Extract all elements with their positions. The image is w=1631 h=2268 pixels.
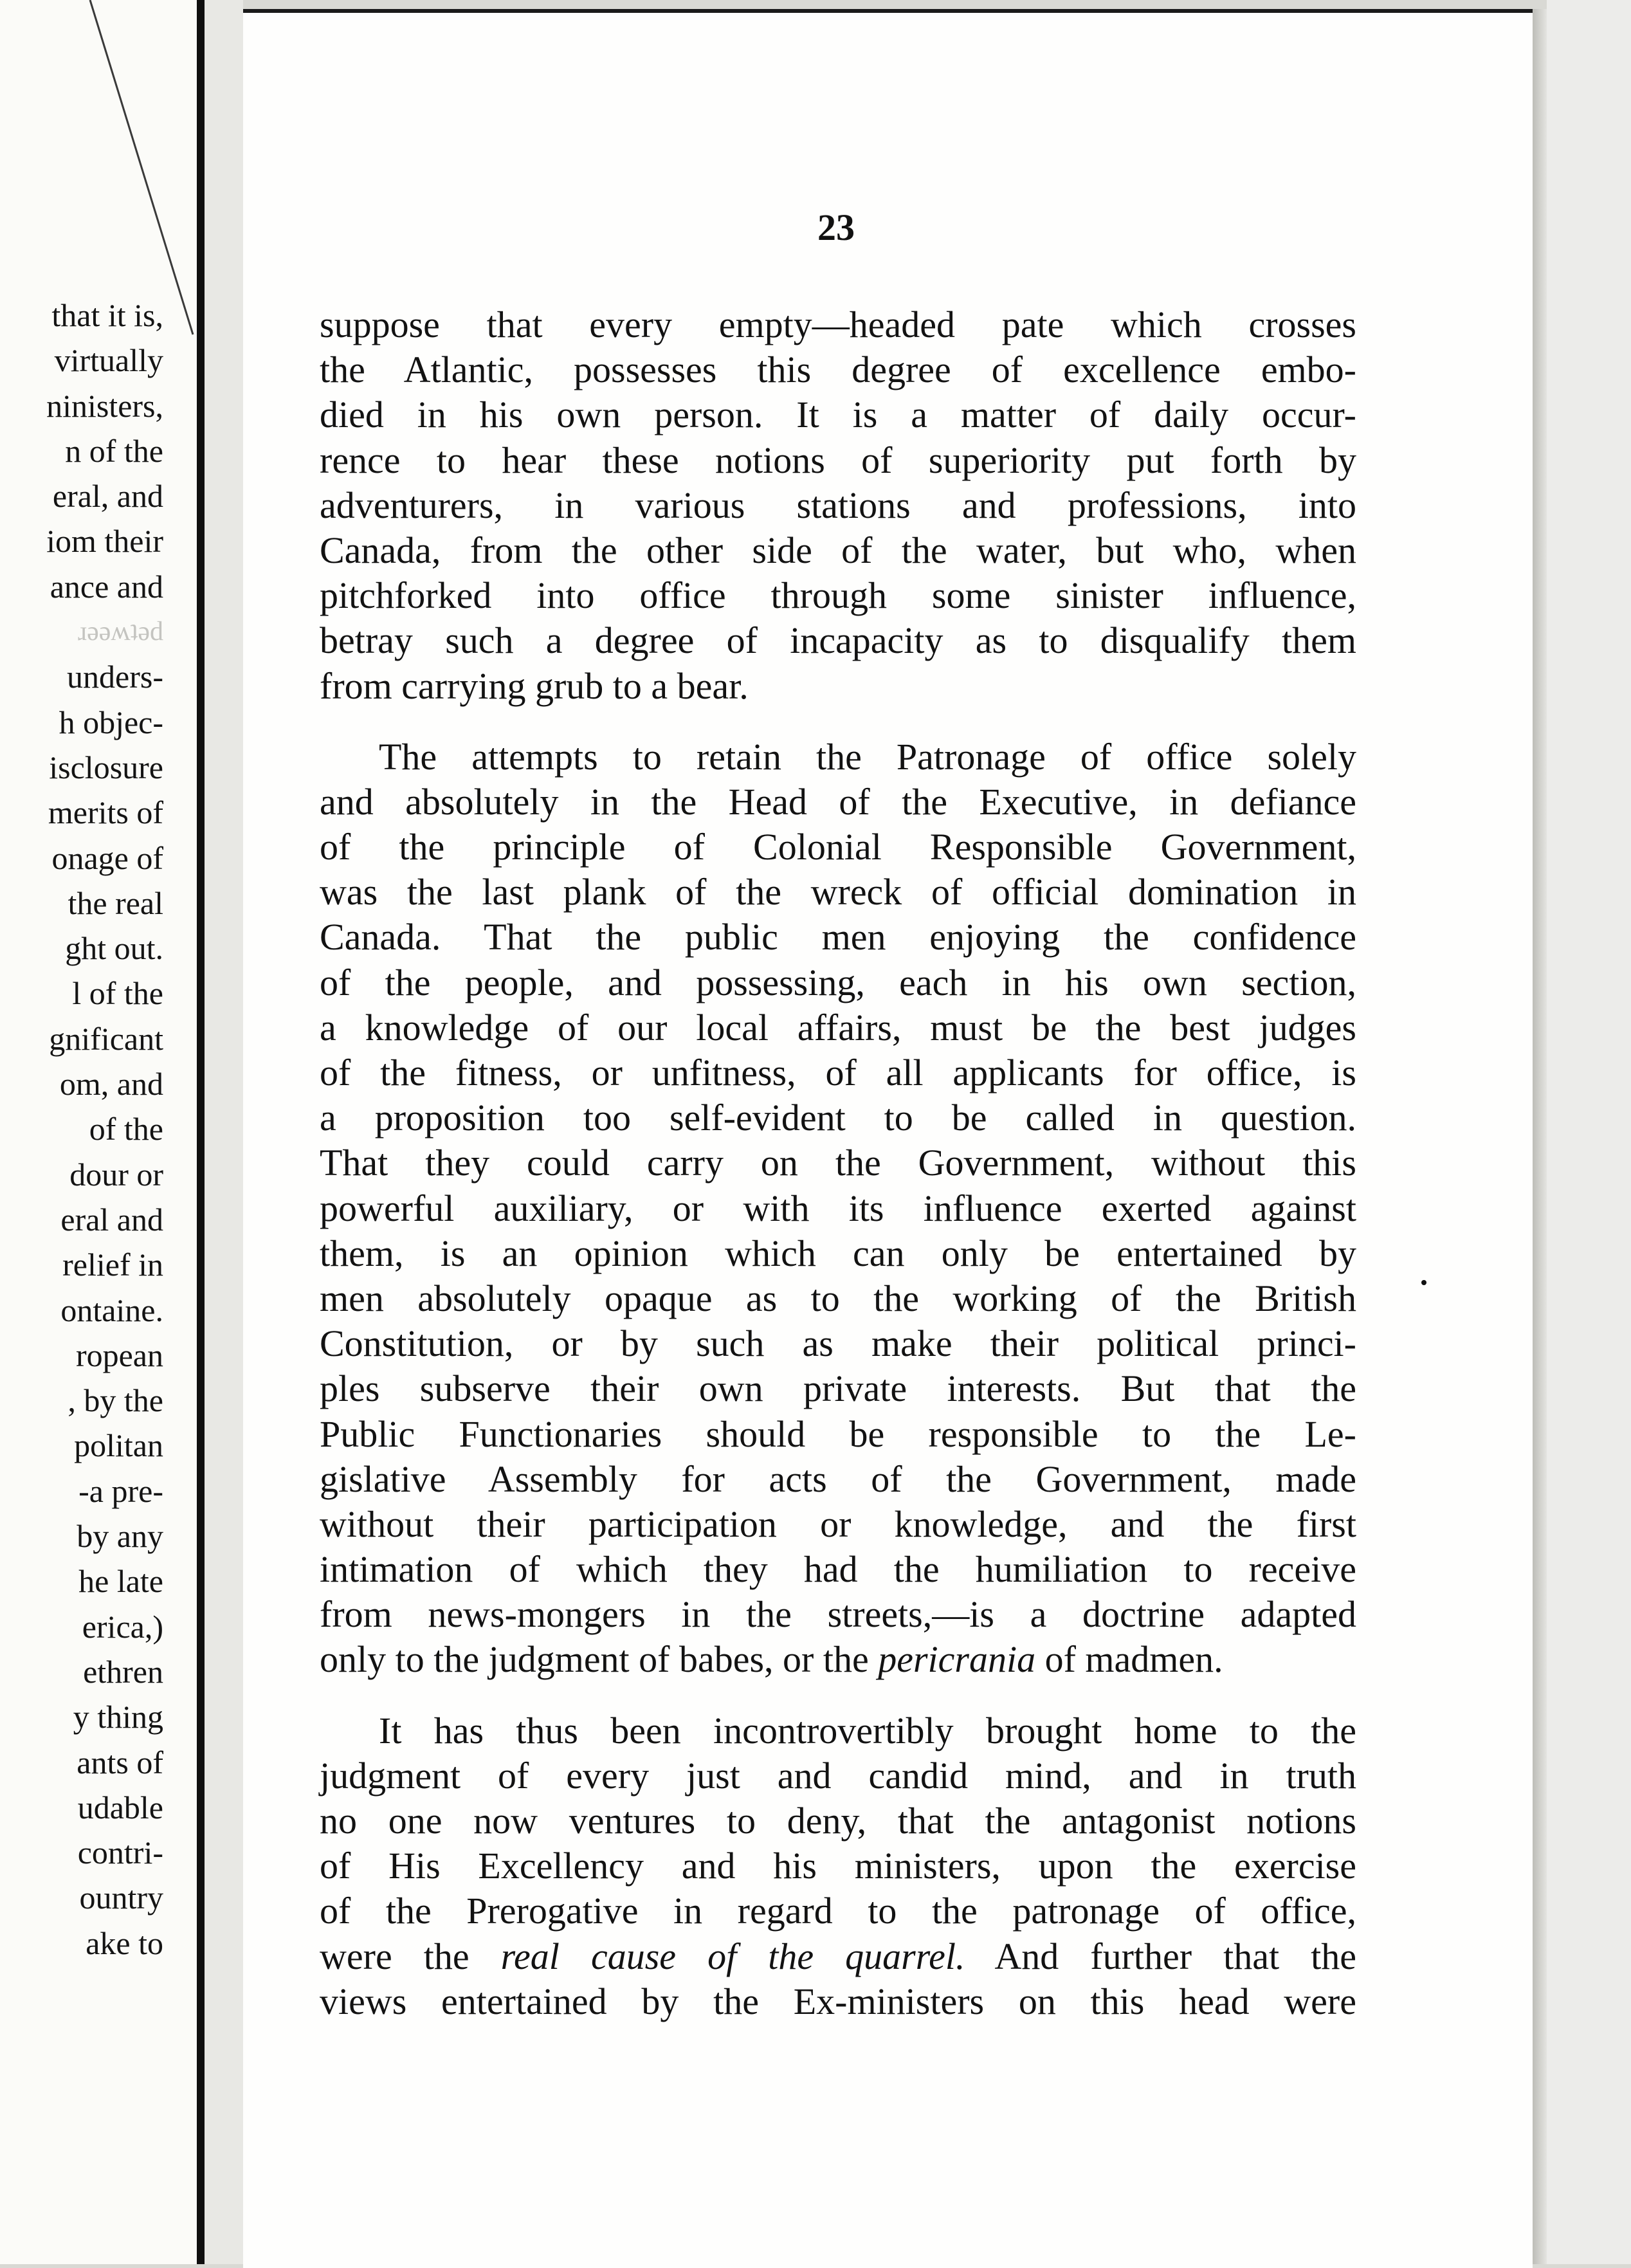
left-page-line: iom their — [46, 523, 163, 560]
left-page-line: onage of — [51, 839, 163, 876]
text-line: ples subserve their own private interests. But that the — [320, 1367, 1356, 1410]
left-page-line: politan — [74, 1427, 163, 1464]
left-page-line: the real — [68, 884, 163, 921]
text-line: Canada, from the other side of the water, but who, when — [320, 529, 1356, 571]
text-line: of the Prerogative in regard to the patronage of office, — [320, 1890, 1356, 1932]
paragraph-3 — [320, 1708, 1356, 2024]
left-page-line: h objec- — [59, 704, 163, 740]
left-page-text — [46, 293, 163, 1966]
text-line: of His Excellency and his ministers, upon the exercise — [320, 1845, 1356, 1887]
left-page-line: erica,) — [82, 1608, 163, 1645]
left-page-line: merits of — [48, 794, 163, 831]
left-page-line: unders- — [67, 659, 163, 695]
left-page-line: eral and — [60, 1201, 163, 1238]
text-line: men absolutely opaque as to the working of the British — [320, 1277, 1356, 1319]
left-page-line: ght out. — [65, 930, 163, 967]
left-page-line: contri- — [77, 1834, 163, 1871]
text-line: Constitution, or by such as make their political princi- — [320, 1322, 1356, 1365]
text-line: That they could carry on the Government, without this — [320, 1142, 1356, 1184]
text-line: adventurers, in various stations and professions, into — [320, 484, 1356, 526]
left-page-fragment — [0, 0, 197, 2264]
left-page-line: ake to — [86, 1925, 163, 1961]
page-number: 23 — [817, 206, 855, 248]
left-page-line: , by the — [68, 1382, 163, 1419]
text-line: died in his own person. It is a matter of daily occur- — [320, 394, 1356, 436]
left-page-line: ance and — [50, 568, 163, 605]
text-line: was the last plank of the wreck of official domination in — [320, 871, 1356, 913]
text-line: without their participation or knowledge, and the first — [320, 1503, 1356, 1545]
left-page-line: ontaine. — [60, 1292, 163, 1328]
text-line: rence to hear these notions of superiority put forth by — [320, 439, 1356, 481]
paragraph-2 — [320, 735, 1356, 1683]
text-run: of madmen. — [1035, 1638, 1223, 1681]
left-page-line: gnificant — [49, 1020, 163, 1057]
left-page-line: n of the — [65, 432, 163, 469]
left-page-line: dour or — [69, 1156, 163, 1193]
text-run: only to the judgment of babes, or the — [320, 1638, 879, 1681]
left-page-line: l of the — [72, 975, 163, 1012]
text-line: of the principle of Colonial Responsible Government, — [320, 826, 1356, 868]
page-edge-shadow — [1533, 9, 1547, 2264]
left-page-line: he late — [78, 1563, 163, 1600]
left-page-line: ninisters, — [46, 387, 163, 424]
left-page-line: ountry — [79, 1879, 163, 1916]
text-line — [320, 1934, 1356, 1979]
text-line: of the fitness, or unfitness, of all applicants for office, is — [320, 1052, 1356, 1093]
text-line: The attempts to retain the Patronage of office solely — [379, 735, 1356, 778]
left-page-line: ropean — [75, 1337, 163, 1373]
left-page-line: ants of — [77, 1744, 163, 1780]
binding-edge — [197, 0, 205, 2264]
left-page-line: relief in — [62, 1247, 163, 1283]
text-run: And further that the — [965, 1935, 1356, 1977]
text-line: and absolutely in the Head of the Executive, in defiance — [320, 780, 1356, 823]
text-line: gislative Assembly for acts of the Government, made — [320, 1458, 1356, 1500]
text-line: judgment of every just and candid mind, and in truth — [320, 1754, 1356, 1797]
text-line: Canada. That the public men enjoying the confidence — [320, 916, 1356, 958]
left-page-line: eral, and — [52, 478, 163, 515]
left-page-line: isclosure — [49, 749, 163, 785]
gutter — [205, 0, 243, 2264]
text-line — [320, 1637, 1356, 1682]
text-line: them, is an opinion which can only be entertained by — [320, 1232, 1356, 1274]
text-line: the Atlantic, possesses this degree of excellence embo- — [320, 349, 1356, 391]
left-page-line: y thing — [73, 1699, 163, 1735]
text-line: betray such a degree of incapacity as to disqualify them — [320, 619, 1356, 662]
text-line: a proposition too self-evident to be called in question. — [320, 1097, 1356, 1139]
left-page-line: udable — [77, 1789, 163, 1825]
page-body-text — [320, 302, 1356, 2024]
text-run: were the — [320, 1935, 501, 1977]
text-line: from news-mongers in the streets,—is a doctrine adapted — [320, 1593, 1356, 1636]
italic-text: pericrania — [878, 1638, 1036, 1681]
text-line: of the people, and possessing, each in his own section, — [320, 961, 1356, 1003]
text-line: from carrying grub to a bear. — [320, 664, 749, 707]
text-line: It has thus been incontrovertibly brought home to the — [379, 1709, 1356, 1751]
left-page-line: by any — [77, 1518, 163, 1555]
text-line: Public Functionaries should be responsible to the Le- — [320, 1413, 1356, 1455]
left-page-line: ɹəəʍʇəd — [78, 617, 163, 647]
text-line: views entertained by the Ex-ministers on this head were — [320, 1980, 1356, 2022]
text-line: powerful auxiliary, or with its influence exerted against — [320, 1187, 1356, 1229]
left-page-line: virtually — [54, 342, 163, 379]
ink-speck — [1421, 1280, 1426, 1285]
text-line: pitchforked into office through some sinister influence, — [320, 574, 1356, 617]
left-page-line: that it is, — [51, 297, 163, 333]
left-page-line: -a pre- — [78, 1472, 163, 1509]
text-line: suppose that every empty—headed pate which crosses — [320, 304, 1356, 345]
text-line: intimation of which they had the humiliation to receive — [320, 1548, 1356, 1591]
text-line: a knowledge of our local affairs, must be the best judges — [320, 1006, 1356, 1048]
left-page-line: of the — [89, 1111, 163, 1148]
italic-text: real cause of the quarrel. — [500, 1935, 965, 1977]
scan-margin — [1547, 0, 1631, 2264]
text-line: no one now ventures to deny, that the antagonist notions — [320, 1800, 1356, 1842]
paragraph-1 — [320, 302, 1356, 709]
left-page-line: om, and — [59, 1066, 163, 1102]
left-page-line: ethren — [83, 1653, 163, 1690]
